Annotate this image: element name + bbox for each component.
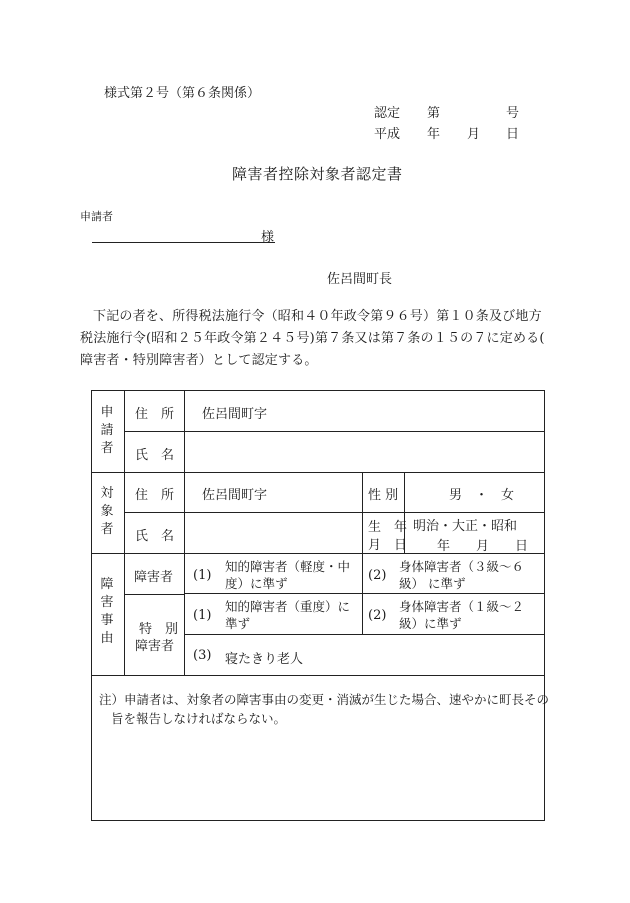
item-number: (1) <box>193 608 212 623</box>
disabled-label: 障害者 <box>134 570 174 585</box>
date-month: 月 <box>467 127 481 142</box>
row-line <box>91 472 545 473</box>
date-year: 年 <box>427 127 441 142</box>
special-label-line1: 特 別 <box>139 622 179 637</box>
form-number: 様式第２号（第６条関係） <box>104 86 261 101</box>
item-number: (3) <box>193 648 212 663</box>
subject-section-label: 対象者 <box>100 486 114 537</box>
item-number: (2) <box>368 568 387 583</box>
applicant-address-label: 住 所 <box>135 407 175 422</box>
row-line <box>184 634 545 635</box>
reason-section-label: 障害事由 <box>100 577 114 646</box>
issuer: 佐呂間町長 <box>327 272 393 287</box>
subject-address-label: 住 所 <box>135 488 175 503</box>
item-intellectual-mild: 知的障害者（軽度・中度）に準ず <box>225 559 351 591</box>
row-line <box>124 431 545 432</box>
item-bedridden: 寝たきり老人 <box>225 652 304 667</box>
col-line <box>362 472 363 634</box>
subject-address-value: 佐呂間町字 <box>202 488 268 503</box>
table-border-left <box>91 390 92 821</box>
table-border-top <box>91 390 545 391</box>
gender-label: 性 別 <box>368 488 399 503</box>
body-text: 下記の者を、所得税法施行令（昭和４０年政令第９６号）第１０条及び地方税法施行令(昭和２５年政令第２４５号)第７条又は第７条の１５の７に定める( 障害者・特別障害者）として認定する。 <box>80 309 545 368</box>
applicant-honorific: 様 <box>261 230 275 245</box>
table-border-bottom <box>91 820 545 821</box>
applicant-name-line <box>92 242 275 243</box>
cert-label: 認定 <box>374 106 401 121</box>
table-border-right <box>544 390 545 821</box>
col-line <box>124 390 125 675</box>
note: 注）申請者は、対象者の障害事由の変更・消滅が生じた場合、速やかに町長その旨を報告しなければならない。 <box>99 692 550 726</box>
cert-go: 号 <box>506 106 520 121</box>
document-title: 障害者控除対象者認定書 <box>232 165 403 183</box>
row-line <box>91 675 545 676</box>
col-line <box>184 390 185 675</box>
date-day: 日 <box>506 127 520 142</box>
birth-ymd: 年 月 日 <box>437 539 529 554</box>
item-number: (2) <box>368 608 387 623</box>
birth-label-line1: 生 年 <box>368 520 408 535</box>
subject-name-label: 氏 名 <box>135 529 175 544</box>
row-line <box>184 593 545 594</box>
item-physical-1-2: 身体障害者（１級～２級）に準ず <box>399 599 525 631</box>
birth-era-options: 明治・大正・昭和 <box>413 519 518 534</box>
applicant-section-label: 申請者 <box>100 405 114 456</box>
item-intellectual-severe: 知的障害者（重度）に準ず <box>225 599 351 631</box>
applicant-address-value: 佐呂間町字 <box>202 407 268 422</box>
cert-dai: 第 <box>427 106 441 121</box>
applicant-name-label: 氏 名 <box>135 448 175 463</box>
date-era: 平成 <box>374 127 401 142</box>
special-label-line2: 障害者 <box>135 639 175 654</box>
row-line <box>124 512 545 513</box>
birth-label-line2: 月 日 <box>368 538 408 553</box>
item-number: (1) <box>193 568 212 583</box>
gender-value: 男 ・ 女 <box>449 488 515 503</box>
item-physical-3-6: 身体障害者（３級～６級） に準ず <box>399 559 525 591</box>
applicant-label: 申請者 <box>80 210 113 223</box>
row-line <box>124 594 184 595</box>
